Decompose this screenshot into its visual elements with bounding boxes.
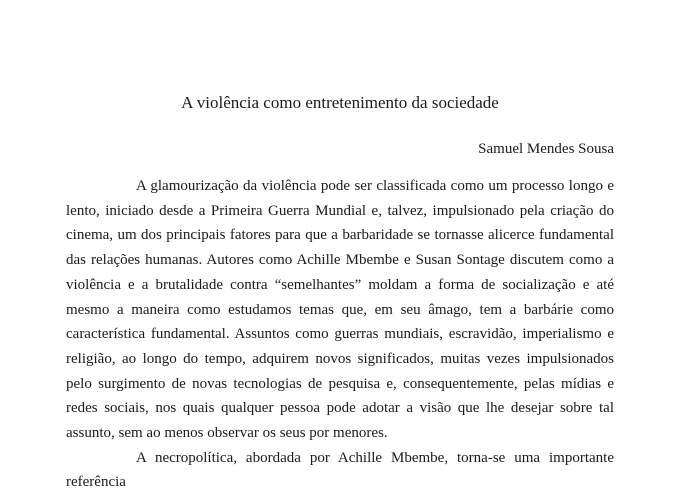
author-name: Samuel Mendes Sousa [478, 141, 614, 157]
paragraph: A glamourização da violência pode ser classificada como um processo longo e lento, iniciado desde a Primeira Guerra Mundial e, talvez, impulsionado pela criação do cinema, um dos principais fatores para que a barbaridade se tornasse alicerce fundamental das relações humanas. Autores como Achille Mbembe e Susan Sontage discutem como a violência e a brutalidade contra “semelhantes” moldam a forma de socialização e até mesmo a maneira como estudamos temas que, em seu âmago, tem a barbárie como característica fundamental. Assuntos como guerras mundiais, escravidão, imperialismo e religião, ao longo do tempo, adquirem novos significados, muitas vezes impulsionados pelo surgimento de novas tecnologias de pesquisa e, consequentemente, pelas mídias e redes sociais, nos quais qualquer pessoa pode adotar a visão que lhe desejar sobre tal assunto, sem ao menos observar os seus por menores. [66, 178, 614, 442]
document-body [66, 174, 614, 495]
document-title: A violência como entretenimento da sociedade [181, 93, 499, 112]
paragraph: A necropolítica, abordada por Achille Mbembe, torna-se uma importante referência [66, 449, 614, 491]
